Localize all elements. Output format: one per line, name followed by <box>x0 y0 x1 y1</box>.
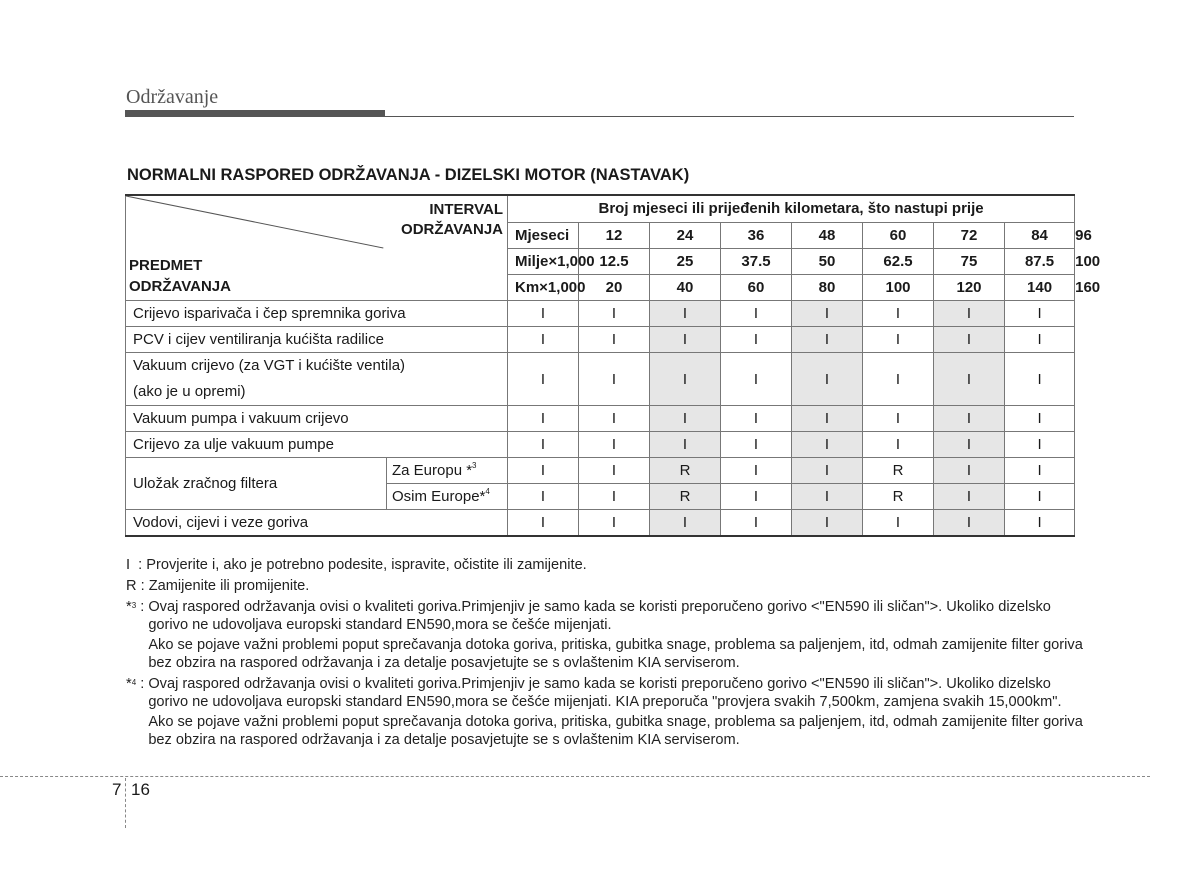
item-name: Crijevo isparivača i čep spremnika goriva <box>126 301 508 327</box>
schedule-cell: I <box>863 432 934 458</box>
schedule-cell: I <box>579 353 650 406</box>
schedule-cell: I <box>508 458 579 484</box>
interval-value: 100 <box>863 274 934 300</box>
schedule-cell: I <box>792 353 863 406</box>
schedule-cell: I <box>863 353 934 406</box>
section-title: Održavanje <box>126 86 219 108</box>
schedule-cell: I <box>934 484 1005 510</box>
schedule-cell: I <box>934 327 1005 353</box>
schedule-cell: I <box>508 327 579 353</box>
note-r-key: R : <box>126 578 149 594</box>
page-number-divider <box>125 778 126 828</box>
corner-item-label: PREDMET <box>129 257 203 274</box>
schedule-cell: I <box>650 353 721 406</box>
page-number: 16 <box>131 780 150 799</box>
header-rule-thick <box>125 110 385 117</box>
corner-interval-label: INTERVAL <box>429 201 503 218</box>
chapter-number: 7 <box>112 780 122 799</box>
schedule-cell: I <box>579 432 650 458</box>
note-3-para-1: Ovaj raspored održavanja ovisi o kvaliteti goriva.Primjenjiv je samo kada se koristi preporučeno gorivo <"EN590 ili sličan">. Ukoliko dizelsko gorivo ne udovoljava europski standard EN590,mora se češće mijenjati. <box>148 599 1051 633</box>
schedule-cell: I <box>721 510 792 537</box>
item-variant <box>387 458 508 484</box>
interval-unit-label: Km×1,000 <box>508 274 579 300</box>
item-variant-label: Osim Europe* <box>392 488 486 505</box>
item-name: Vakuum pumpa i vakuum crijevo <box>126 406 508 432</box>
note-4-para-2: Ako se pojave važni problemi poput sprečavanja dotoka goriva, pritiska, gubitka snage, problema sa paljenjem, itd, odmah zamijenite filter goriva bez obzira na raspored održavanja i za detalje posavjetujte se s ovlaštenim KIA serviserom. <box>148 714 1083 748</box>
item-name-line-1: Vakuum crijevo (za VGT i kućište ventila) <box>133 357 406 374</box>
note-3-sep: : <box>136 599 149 615</box>
note-4-sep: : <box>136 676 149 692</box>
note-4-mark: 4 <box>131 678 137 687</box>
schedule-cell: I <box>579 327 650 353</box>
interval-value: 60 <box>863 222 934 248</box>
table-corner-cell <box>126 195 508 301</box>
schedule-cell: I <box>792 484 863 510</box>
schedule-cell: I <box>579 484 650 510</box>
note-i <box>126 556 1086 574</box>
schedule-cell: I <box>650 406 721 432</box>
schedule-cell: I <box>508 432 579 458</box>
interval-value: 80 <box>792 274 863 300</box>
table-title: NORMALNI RASPORED ODRŽAVANJA - DIZELSKI MOTOR (NASTAVAK) <box>127 166 690 184</box>
item-name <box>126 353 508 406</box>
schedule-cell: I <box>863 301 934 327</box>
schedule-cell: R <box>650 458 721 484</box>
schedule-cell: I <box>1005 327 1075 353</box>
schedule-cell: I <box>721 458 792 484</box>
schedule-cell: I <box>650 510 721 537</box>
table-row <box>126 458 1075 484</box>
interval-value: 12.5 <box>579 248 650 274</box>
header-row: Milje×1,000 12.5 25 37.5 50 62.5 75 87.5 100 <box>126 248 1075 274</box>
schedule-cell: R <box>863 484 934 510</box>
interval-value: 60 <box>721 274 792 300</box>
note-i-text: Provjerite i, ako je potrebno podesite, ispravite, očistite ili zamijenite. <box>146 557 587 573</box>
interval-unit-label: Milje×1,000 <box>508 248 579 274</box>
interval-value: 40 <box>650 274 721 300</box>
schedule-cell: I <box>863 510 934 537</box>
schedule-cell: I <box>1005 432 1075 458</box>
note-i-key: I : <box>126 557 147 573</box>
footnote-mark: 3 <box>472 461 477 470</box>
note-r-text: Zamijenite ili promijenite. <box>148 578 310 594</box>
schedule-cell: I <box>721 327 792 353</box>
schedule-cell: I <box>579 406 650 432</box>
schedule-cell: I <box>1005 510 1075 537</box>
corner-interval-label-2: ODRŽAVANJA <box>401 221 503 238</box>
interval-value: 50 <box>792 248 863 274</box>
schedule-cell: I <box>579 510 650 537</box>
item-name-line-2: (ako je u opremi) <box>133 383 246 400</box>
schedule-cell: I <box>721 432 792 458</box>
interval-value: 37.5 <box>721 248 792 274</box>
interval-value: 72 <box>934 222 1005 248</box>
header-rule-thin <box>385 116 1074 117</box>
footnotes <box>126 556 1086 749</box>
schedule-cell: I <box>508 510 579 537</box>
item-name: Vodovi, cijevi i veze goriva <box>126 510 508 537</box>
note-4-key <box>126 675 148 749</box>
schedule-cell: I <box>1005 406 1075 432</box>
schedule-cell: I <box>1005 301 1075 327</box>
interval-value: 24 <box>650 222 721 248</box>
note-3-mark: 3 <box>131 601 137 610</box>
schedule-cell: I <box>1005 484 1075 510</box>
interval-value: 48 <box>792 222 863 248</box>
schedule-cell: I <box>650 301 721 327</box>
table-row <box>126 327 1075 353</box>
note-3-key <box>126 598 148 672</box>
schedule-cell: I <box>508 353 579 406</box>
footnote-mark: 4 <box>485 487 490 496</box>
schedule-cell: I <box>792 432 863 458</box>
table-row <box>126 510 1075 537</box>
schedule-cell: I <box>1005 458 1075 484</box>
note-3-star: * <box>126 599 132 615</box>
interval-value: 20 <box>579 274 650 300</box>
schedule-cell: I <box>934 458 1005 484</box>
note-3-para-2: Ako se pojave važni problemi poput sprečavanja dotoka goriva, pritiska, gubitka snage, problema sa paljenjem, itd, odmah zamijenite filter goriva bez obzira na raspored održavanja i za detalje posavjetujte se s ovlaštenim KIA serviserom. <box>148 637 1083 671</box>
schedule-cell: I <box>508 301 579 327</box>
interval-value: 75 <box>934 248 1005 274</box>
header-row: Mjeseci 12 24 36 48 60 72 84 96 <box>126 222 1075 248</box>
item-name: PCV i cijev ventiliranja kućišta radilice <box>126 327 508 353</box>
schedule-cell: I <box>721 301 792 327</box>
schedule-cell: I <box>1005 353 1075 406</box>
schedule-cell: I <box>934 353 1005 406</box>
note-3 <box>126 598 1086 672</box>
note-4 <box>126 675 1086 749</box>
schedule-cell: I <box>934 406 1005 432</box>
note-4-para-1: Ovaj raspored održavanja ovisi o kvaliteti goriva.Primjenjiv je samo kada se koristi preporučeno gorivo <"EN590 ili sličan">. Ukoliko dizelsko gorivo ne udovoljava europski standard EN590,mora se češće mijenjati. KIA preporuča "provjera svakih 7,500km, zamjena svakih 15,000km". <box>148 676 1062 710</box>
schedule-cell: I <box>579 458 650 484</box>
item-name: Crijevo za ulje vakuum pumpe <box>126 432 508 458</box>
interval-value: 140 <box>1005 274 1075 300</box>
header-row: Km×1,000 20 40 60 80 100 120 140 160 <box>126 274 1075 300</box>
schedule-cell: I <box>508 406 579 432</box>
schedule-cell: R <box>650 484 721 510</box>
schedule-cell: I <box>721 406 792 432</box>
interval-value: 120 <box>934 274 1005 300</box>
interval-unit-label: Mjeseci <box>508 222 579 248</box>
schedule-cell: I <box>934 510 1005 537</box>
interval-value: 62.5 <box>863 248 934 274</box>
table-row <box>126 406 1075 432</box>
schedule-cell: I <box>579 301 650 327</box>
interval-value: 87.5 <box>1005 248 1075 274</box>
schedule-cell: I <box>934 432 1005 458</box>
note-4-star: * <box>126 676 132 692</box>
schedule-cell: I <box>721 484 792 510</box>
interval-value: 36 <box>721 222 792 248</box>
note-r <box>126 577 1086 595</box>
schedule-cell: I <box>792 406 863 432</box>
interval-value: 25 <box>650 248 721 274</box>
item-name: Uložak zračnog filtera <box>126 458 387 510</box>
corner-item-label-2: ODRŽAVANJA <box>129 278 231 295</box>
table-row <box>126 301 1075 327</box>
schedule-cell: I <box>508 484 579 510</box>
interval-value: 12 <box>579 222 650 248</box>
schedule-cell: I <box>792 458 863 484</box>
table-row <box>126 353 1075 406</box>
footer-divider <box>0 776 1150 777</box>
schedule-cell: I <box>863 406 934 432</box>
item-variant-label: Za Europu * <box>392 462 473 479</box>
schedule-cell: I <box>792 510 863 537</box>
table-row <box>126 432 1075 458</box>
schedule-cell: I <box>863 327 934 353</box>
schedule-cell: R <box>863 458 934 484</box>
schedule-cell: I <box>792 301 863 327</box>
schedule-cell: I <box>792 327 863 353</box>
schedule-cell: I <box>721 353 792 406</box>
schedule-cell: I <box>934 301 1005 327</box>
schedule-cell: I <box>650 327 721 353</box>
schedule-cell: I <box>650 432 721 458</box>
interval-header: Broj mjeseci ili prijeđenih kilometara, što nastupi prije <box>508 195 1075 222</box>
maintenance-schedule-table <box>125 194 1101 537</box>
item-variant <box>387 484 508 510</box>
interval-value: 84 <box>1005 222 1075 248</box>
